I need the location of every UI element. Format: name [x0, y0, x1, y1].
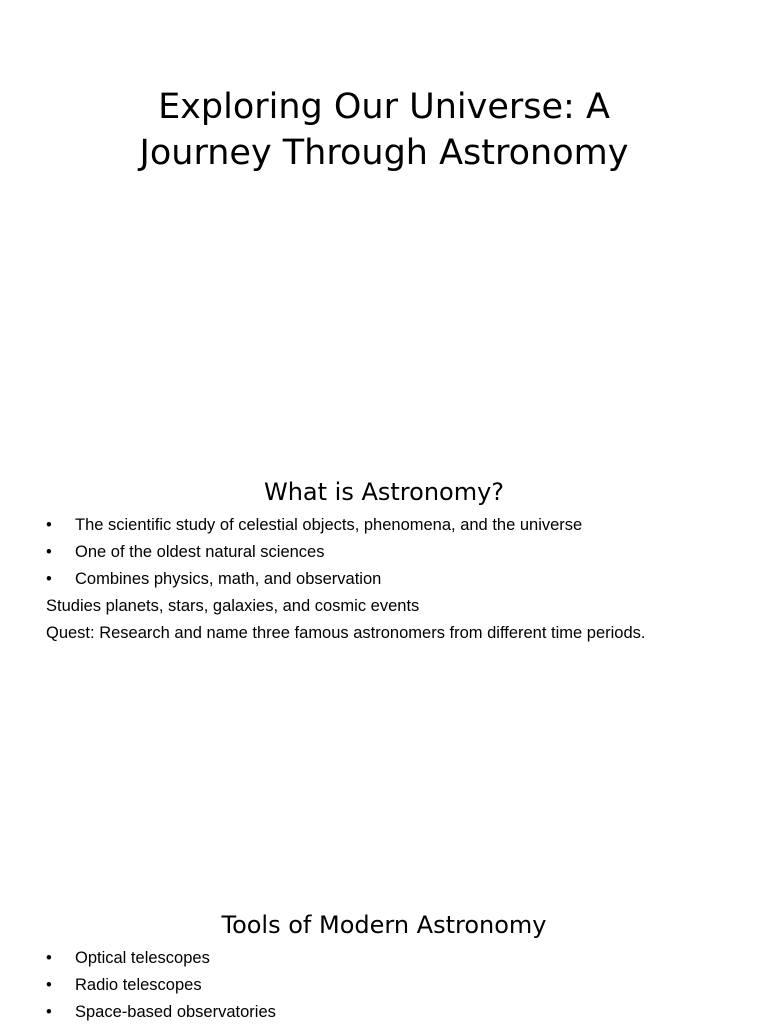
section-body [46, 514, 646, 649]
title-line-2: Journey Through Astronomy [139, 133, 629, 173]
bullet-icon: • [46, 543, 52, 561]
bullet-icon: • [46, 516, 52, 534]
bullet-item [46, 514, 646, 537]
bullet-text: Space-based observatories [75, 1003, 276, 1021]
bullet-icon: • [46, 1003, 52, 1021]
quest-paragraph: Quest: Research and name three famous astronomers from different time periods. [46, 624, 646, 642]
bullet-list [46, 514, 646, 591]
bullet-item [46, 947, 646, 970]
bullet-icon: • [46, 570, 52, 588]
body-paragraph: Studies planets, stars, galaxies, and cosmic events [46, 597, 420, 615]
bullet-icon: • [46, 976, 52, 994]
bullet-item [46, 1001, 646, 1024]
bullet-list [46, 947, 646, 1024]
bullet-text: Optical telescopes [75, 949, 210, 967]
section-title-tools: Tools of Modern Astronomy [221, 911, 547, 939]
bullet-text: Combines physics, math, and observation [75, 570, 382, 588]
bullet-text: One of the oldest natural sciences [75, 543, 325, 561]
section-body [46, 947, 646, 1028]
bullet-text: Radio telescopes [75, 976, 202, 994]
title-line-1: Exploring Our Universe: A [158, 87, 610, 127]
bullet-icon: • [46, 949, 52, 967]
bullet-text: The scientific study of celestial objects, phenomena, and the universe [75, 516, 583, 534]
section-title-what-is-astronomy: What is Astronomy? [263, 478, 505, 506]
bullet-item [46, 541, 646, 564]
presentation-title [0, 84, 768, 176]
bullet-item [46, 974, 646, 997]
bullet-item [46, 568, 646, 591]
